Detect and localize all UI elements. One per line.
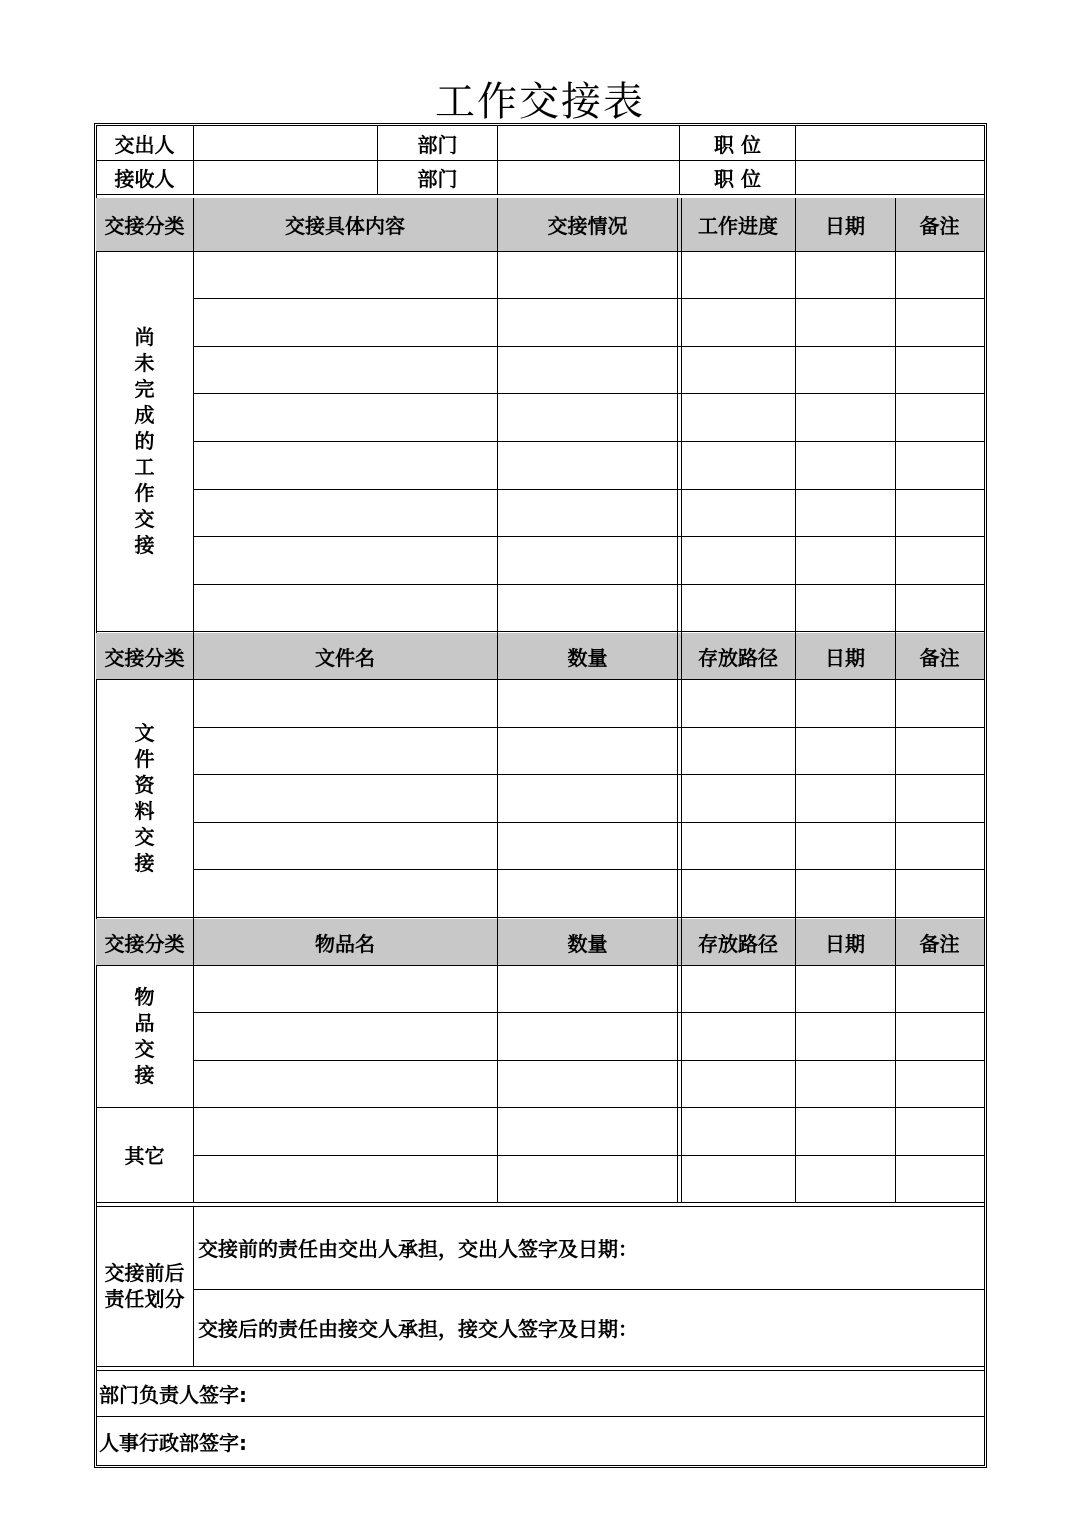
section1-header-category: 交接分类 — [104, 214, 185, 238]
category-char: 件 — [134, 747, 155, 771]
category-char: 成 — [134, 403, 155, 427]
row-divider — [96, 679, 984, 680]
category-char: 未 — [134, 351, 155, 375]
row-divider — [193, 441, 984, 442]
receiver-dept-label: 部门 — [417, 167, 458, 191]
section3-header-quantity: 数量 — [567, 931, 608, 956]
category-char: 物 — [134, 985, 155, 1009]
section3-category-label — [96, 965, 193, 1107]
handover-position-field[interactable] — [797, 127, 983, 159]
responsibility-after-text: 交接后的责任由接交人承担，接交人签字及日期： — [198, 1317, 638, 1341]
receiver-position-field[interactable] — [797, 162, 983, 193]
responsibility-before-text: 交接前的责任由交出人承担，交出人签字及日期： — [198, 1237, 638, 1261]
col-divider — [895, 198, 896, 1202]
row-divider — [193, 489, 984, 490]
category-char: 完 — [134, 377, 155, 401]
category-char: 资 — [134, 773, 155, 797]
row-divider — [193, 298, 984, 299]
row-divider — [96, 251, 984, 252]
section2-header-path: 存放路径 — [698, 645, 778, 670]
category-char: 工 — [134, 455, 155, 479]
row-divider — [193, 774, 984, 775]
category-char: 尚 — [134, 325, 155, 349]
col-divider — [193, 1206, 194, 1366]
handover-person-label: 交出人 — [114, 132, 175, 157]
handover-position-label: 职 位 — [714, 132, 761, 157]
row-divider — [96, 965, 984, 966]
category-char: 接 — [134, 1063, 155, 1087]
row-divider — [96, 631, 984, 632]
col-divider — [497, 126, 498, 194]
section2-header-date: 日期 — [825, 645, 865, 670]
receiver-position-label: 职 位 — [714, 167, 761, 191]
category-char: 接 — [134, 851, 155, 875]
responsibility-label-line: 责任划分 — [104, 1287, 185, 1311]
section3-header-remark: 备注 — [919, 931, 960, 956]
row-divider — [193, 1155, 984, 1156]
section1-header-content: 交接具体内容 — [285, 214, 405, 238]
section3-header-date: 日期 — [825, 931, 865, 956]
section3-header-path: 存放路径 — [698, 931, 778, 956]
handover-person-field[interactable] — [195, 127, 376, 159]
hr-signature: 人事行政部签字: — [99, 1430, 247, 1455]
col-divider — [193, 198, 194, 1202]
section1-header-remark: 备注 — [919, 214, 960, 238]
category-char: 品 — [134, 1011, 155, 1035]
col-divider — [677, 198, 682, 1202]
responsibility-label-line: 交接前后 — [104, 1261, 185, 1285]
section1-header-status: 交接情况 — [547, 214, 628, 238]
receiver-dept-field[interactable] — [499, 162, 678, 193]
row-divider — [193, 1012, 984, 1013]
section2-header-category: 交接分类 — [104, 645, 185, 670]
category-char: 的 — [134, 429, 155, 453]
category-char: 文 — [134, 721, 155, 745]
category-char: 作 — [134, 481, 155, 505]
section2-header-quantity: 数量 — [567, 645, 608, 670]
other-label: 其它 — [124, 1144, 165, 1168]
row-divider — [193, 393, 984, 394]
row-divider — [193, 536, 984, 537]
page-title: 工作交接表 — [435, 79, 645, 125]
receiver-person-label: 接收人 — [114, 167, 175, 191]
section2-header-filename: 文件名 — [315, 645, 375, 670]
row-divider — [96, 160, 984, 161]
section1-header-progress: 工作进度 — [698, 214, 778, 238]
section1-category-label — [96, 251, 193, 631]
category-char: 料 — [134, 799, 155, 823]
section3-header-itemname: 物品名 — [315, 931, 375, 956]
section2-header-remark: 备注 — [919, 645, 960, 670]
row-divider — [96, 917, 984, 918]
row-divider — [193, 727, 984, 728]
row-divider — [193, 584, 984, 585]
col-divider — [795, 198, 796, 1202]
row-divider — [193, 346, 984, 347]
section1-header-date: 日期 — [825, 214, 865, 238]
handover-dept-field[interactable] — [499, 127, 678, 159]
category-char: 交 — [134, 507, 155, 531]
receiver-person-field[interactable] — [195, 162, 376, 193]
category-char: 接 — [134, 533, 155, 557]
responsibility-label — [96, 1206, 193, 1366]
dept-head-signature: 部门负责人签字: — [99, 1382, 247, 1407]
category-char: 交 — [134, 825, 155, 849]
row-divider — [96, 1416, 984, 1417]
handover-dept-label: 部门 — [417, 132, 458, 157]
section3-header-category: 交接分类 — [104, 931, 185, 956]
row-divider — [193, 1060, 984, 1061]
row-divider — [193, 822, 984, 823]
category-char: 交 — [134, 1037, 155, 1061]
col-divider — [193, 126, 194, 194]
col-divider — [795, 126, 796, 194]
col-divider — [497, 198, 498, 1202]
row-divider — [96, 1107, 984, 1108]
row-divider — [193, 869, 984, 870]
section2-category-label — [96, 679, 193, 917]
